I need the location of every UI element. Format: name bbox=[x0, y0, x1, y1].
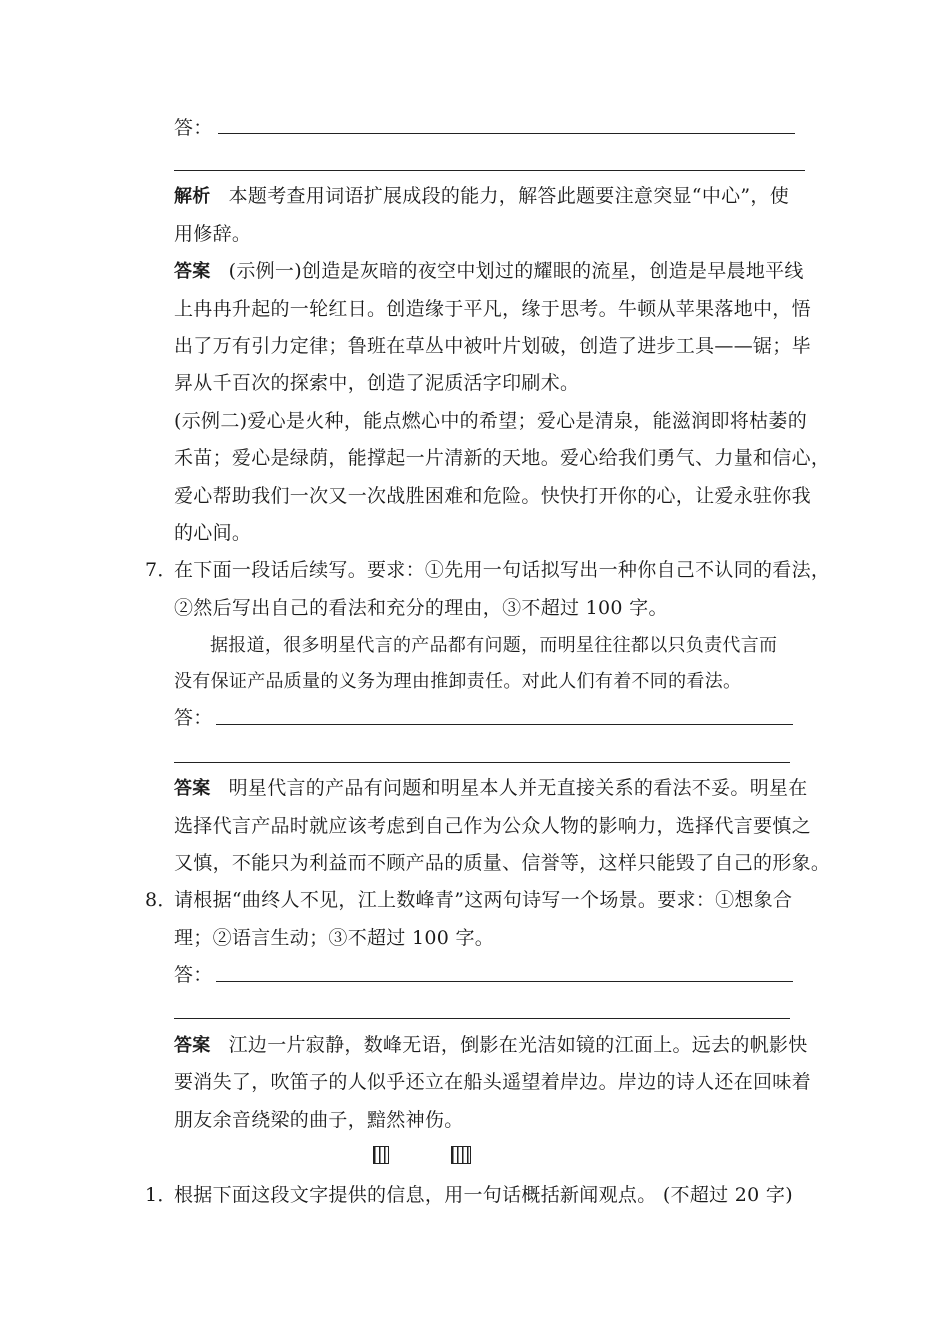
passage-line: 据报道，很多明星代言的产品都有问题，而明星往往都以只负责代言而 bbox=[210, 635, 778, 656]
answer-prompt: 答： bbox=[174, 964, 213, 986]
answer-line: 选择代言产品时就应该考虑到自己作为公众人物的影响力，选择代言要慎之 bbox=[174, 815, 811, 837]
answer-blank-line[interactable] bbox=[216, 724, 793, 725]
answer-line: 上冉冉升起的一轮红日。创造缘于平凡，缘于思考。牛顿从苹果落地中，悟 bbox=[174, 298, 811, 320]
question-8 bbox=[145, 888, 792, 912]
answer-line: (示例二)爱心是火种，能点燃心中的希望；爱心是清泉，能滋润即将枯萎的 bbox=[174, 410, 808, 432]
analysis-tag: 解析 bbox=[174, 186, 211, 207]
glyph-box-icon bbox=[451, 1146, 471, 1164]
answer-blank-line[interactable] bbox=[174, 170, 805, 171]
question-text: 根据下面这段文字提供的信息，用一句话概括新闻观点。 (不超过 20 字) bbox=[174, 1184, 793, 1206]
answer-line bbox=[174, 1033, 808, 1058]
answer-tag: 答案 bbox=[174, 778, 211, 799]
answer-blank-line[interactable] bbox=[174, 762, 790, 763]
answer-blank-line[interactable] bbox=[174, 1018, 790, 1019]
answer-line bbox=[174, 776, 808, 801]
answer-line: 要消失了，吹笛子的人似乎还立在船头遥望着岸边。岸边的诗人还在回味着 bbox=[174, 1071, 811, 1093]
answer-text: 明星代言的产品有问题和明星本人并无直接关系的看法不妥。明星在 bbox=[228, 777, 808, 799]
question-text: 在下面一段话后续写。要求：①先用一句话拟写出一种你自己不认同的看法， bbox=[174, 559, 831, 581]
analysis-text: 本题考查用词语扩展成段的能力，解答此题要注意突显“中心”，使 bbox=[228, 185, 790, 207]
answer-line: 爱心帮助我们一次又一次战胜困难和危险。快快打开你的心，让爱永驻你我 bbox=[174, 485, 811, 507]
answer-line: 又慎，不能只为利益而不顾产品的质量、信誉等，这样只能毁了自己的形象。 bbox=[174, 852, 831, 874]
answer-tag: 答案 bbox=[174, 261, 211, 282]
answer-line: 的心间。 bbox=[174, 522, 252, 544]
glyph-box-icon bbox=[373, 1146, 389, 1164]
answer-blank-line[interactable] bbox=[216, 981, 793, 982]
question-line: ②然后写出自己的看法和充分的理由，③不超过 100 字。 bbox=[174, 597, 668, 619]
analysis-line: 用修辞。 bbox=[174, 223, 252, 245]
question-text: 请根据“曲终人不见，江上数峰青”这两句诗写一个场景。要求：①想象合 bbox=[174, 889, 793, 911]
question-number: 1． bbox=[145, 1184, 177, 1206]
answer-tag: 答案 bbox=[174, 1035, 211, 1056]
answer-line: 出了万有引力定律；鲁班在草丛中被叶片划破，创造了进步工具——锯；毕 bbox=[174, 335, 811, 357]
question-line: 理；②语言生动；③不超过 100 字。 bbox=[174, 927, 495, 949]
question-number: 7． bbox=[145, 559, 177, 581]
answer-line: 昇从千百次的探索中，创造了泥质活字印刷术。 bbox=[174, 372, 580, 394]
passage-line: 没有保证产品质量的义务为理由推卸责任。对此人们有着不同的看法。 bbox=[174, 671, 742, 692]
answer-prompt: 答： bbox=[174, 117, 213, 139]
answer-text: 江边一片寂静，数峰无语，倒影在光洁如镜的江面上。远去的帆影快 bbox=[228, 1034, 808, 1056]
section-heading-glyphs bbox=[0, 1146, 950, 1166]
question-7 bbox=[145, 558, 830, 582]
question-number: 8． bbox=[145, 889, 177, 911]
answer-line bbox=[174, 259, 804, 284]
analysis-line bbox=[174, 184, 789, 209]
answer-line: 朋友余音绕梁的曲子，黯然神伤。 bbox=[174, 1109, 464, 1131]
next-question bbox=[145, 1183, 793, 1207]
answer-prompt: 答： bbox=[174, 707, 213, 729]
answer-blank-line[interactable] bbox=[218, 133, 795, 134]
answer-text: (示例一)创造是灰暗的夜空中划过的耀眼的流星，创造是早晨地平线 bbox=[228, 260, 804, 282]
answer-line: 禾苗；爱心是绿荫，能撑起一片清新的天地。爱心给我们勇气、力量和信心， bbox=[174, 447, 831, 469]
